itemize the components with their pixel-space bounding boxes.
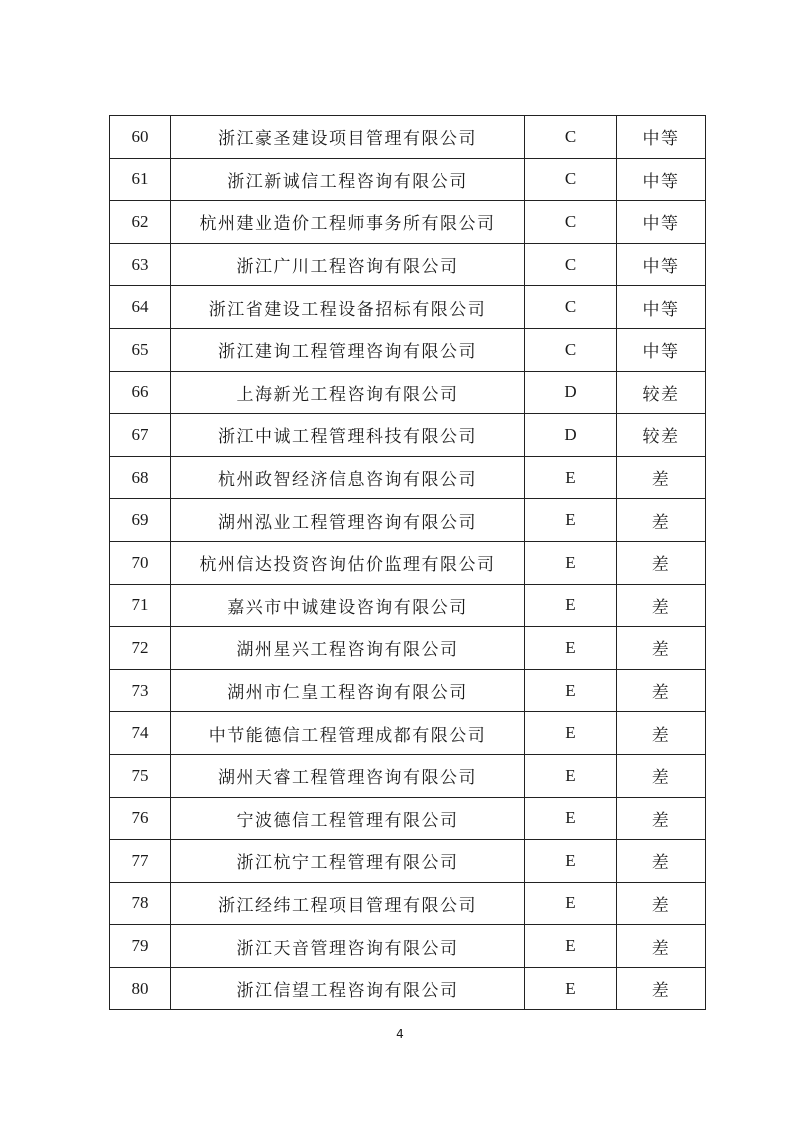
table-row — [110, 158, 706, 201]
company-name: 杭州建业造价工程师事务所有限公司 — [171, 201, 525, 244]
rating-level: 中等 — [617, 201, 706, 244]
credit-grade: E — [525, 456, 617, 499]
credit-grade: E — [525, 882, 617, 925]
rating-level: 差 — [617, 840, 706, 883]
table-row — [110, 754, 706, 797]
table-row — [110, 541, 706, 584]
company-name: 杭州信达投资咨询估价监理有限公司 — [171, 541, 525, 584]
row-number: 71 — [110, 584, 171, 627]
row-number: 61 — [110, 158, 171, 201]
company-name: 湖州星兴工程咨询有限公司 — [171, 627, 525, 670]
table-row — [110, 201, 706, 244]
row-number: 77 — [110, 840, 171, 883]
table-row — [110, 797, 706, 840]
rating-level: 差 — [617, 584, 706, 627]
credit-grade: C — [525, 116, 617, 159]
table-row — [110, 456, 706, 499]
table-row — [110, 116, 706, 159]
credit-grade: D — [525, 414, 617, 457]
credit-grade: C — [525, 201, 617, 244]
rating-level: 较差 — [617, 371, 706, 414]
row-number: 67 — [110, 414, 171, 457]
rating-table-body — [110, 116, 706, 1010]
table-row — [110, 328, 706, 371]
credit-grade: E — [525, 627, 617, 670]
rating-level: 差 — [617, 541, 706, 584]
credit-grade: E — [525, 669, 617, 712]
row-number: 79 — [110, 925, 171, 968]
row-number: 63 — [110, 243, 171, 286]
company-name: 浙江杭宁工程管理有限公司 — [171, 840, 525, 883]
table-row — [110, 243, 706, 286]
credit-grade: C — [525, 243, 617, 286]
row-number: 76 — [110, 797, 171, 840]
rating-level: 中等 — [617, 116, 706, 159]
rating-level: 差 — [617, 754, 706, 797]
row-number: 69 — [110, 499, 171, 542]
table-row — [110, 925, 706, 968]
row-number: 60 — [110, 116, 171, 159]
table-row — [110, 669, 706, 712]
rating-level: 差 — [617, 967, 706, 1010]
table-row — [110, 882, 706, 925]
rating-table — [109, 115, 706, 1010]
company-name: 浙江建询工程管理咨询有限公司 — [171, 328, 525, 371]
credit-grade: E — [525, 754, 617, 797]
company-name: 嘉兴市中诚建设咨询有限公司 — [171, 584, 525, 627]
table-row — [110, 286, 706, 329]
table-row — [110, 627, 706, 670]
company-name: 浙江豪圣建设项目管理有限公司 — [171, 116, 525, 159]
company-name: 浙江新诚信工程咨询有限公司 — [171, 158, 525, 201]
company-name: 湖州泓业工程管理咨询有限公司 — [171, 499, 525, 542]
rating-level: 中等 — [617, 243, 706, 286]
row-number: 66 — [110, 371, 171, 414]
table-row — [110, 414, 706, 457]
company-name: 中节能德信工程管理成都有限公司 — [171, 712, 525, 755]
credit-grade: E — [525, 499, 617, 542]
credit-grade: E — [525, 541, 617, 584]
rating-level: 较差 — [617, 414, 706, 457]
company-name: 杭州政智经济信息咨询有限公司 — [171, 456, 525, 499]
row-number: 78 — [110, 882, 171, 925]
rating-level: 差 — [617, 925, 706, 968]
row-number: 70 — [110, 541, 171, 584]
credit-grade: E — [525, 840, 617, 883]
row-number: 80 — [110, 967, 171, 1010]
credit-grade: E — [525, 584, 617, 627]
table-row — [110, 967, 706, 1010]
rating-level: 差 — [617, 712, 706, 755]
rating-level: 差 — [617, 627, 706, 670]
rating-level: 差 — [617, 456, 706, 499]
company-name: 浙江省建设工程设备招标有限公司 — [171, 286, 525, 329]
credit-grade: E — [525, 967, 617, 1010]
row-number: 62 — [110, 201, 171, 244]
company-name: 浙江中诚工程管理科技有限公司 — [171, 414, 525, 457]
row-number: 74 — [110, 712, 171, 755]
credit-grade: E — [525, 797, 617, 840]
row-number: 75 — [110, 754, 171, 797]
table-row — [110, 584, 706, 627]
company-name: 湖州市仁皇工程咨询有限公司 — [171, 669, 525, 712]
company-name: 上海新光工程咨询有限公司 — [171, 371, 525, 414]
row-number: 65 — [110, 328, 171, 371]
credit-grade: E — [525, 712, 617, 755]
company-name: 浙江信望工程咨询有限公司 — [171, 967, 525, 1010]
rating-level: 差 — [617, 499, 706, 542]
rating-level: 差 — [617, 882, 706, 925]
rating-level: 差 — [617, 669, 706, 712]
page-number: 4 — [396, 1027, 404, 1041]
company-name: 宁波德信工程管理有限公司 — [171, 797, 525, 840]
rating-level: 中等 — [617, 286, 706, 329]
table-row — [110, 712, 706, 755]
row-number: 68 — [110, 456, 171, 499]
credit-grade: C — [525, 158, 617, 201]
row-number: 73 — [110, 669, 171, 712]
company-name: 浙江经纬工程项目管理有限公司 — [171, 882, 525, 925]
table-row — [110, 840, 706, 883]
company-name: 浙江天音管理咨询有限公司 — [171, 925, 525, 968]
company-name: 湖州天睿工程管理咨询有限公司 — [171, 754, 525, 797]
rating-level: 中等 — [617, 158, 706, 201]
credit-grade: E — [525, 925, 617, 968]
rating-level: 中等 — [617, 328, 706, 371]
rating-table-container — [109, 115, 703, 1010]
credit-grade: D — [525, 371, 617, 414]
row-number: 72 — [110, 627, 171, 670]
rating-level: 差 — [617, 797, 706, 840]
row-number: 64 — [110, 286, 171, 329]
credit-grade: C — [525, 286, 617, 329]
table-row — [110, 499, 706, 542]
credit-grade: C — [525, 328, 617, 371]
table-row — [110, 371, 706, 414]
company-name: 浙江广川工程咨询有限公司 — [171, 243, 525, 286]
